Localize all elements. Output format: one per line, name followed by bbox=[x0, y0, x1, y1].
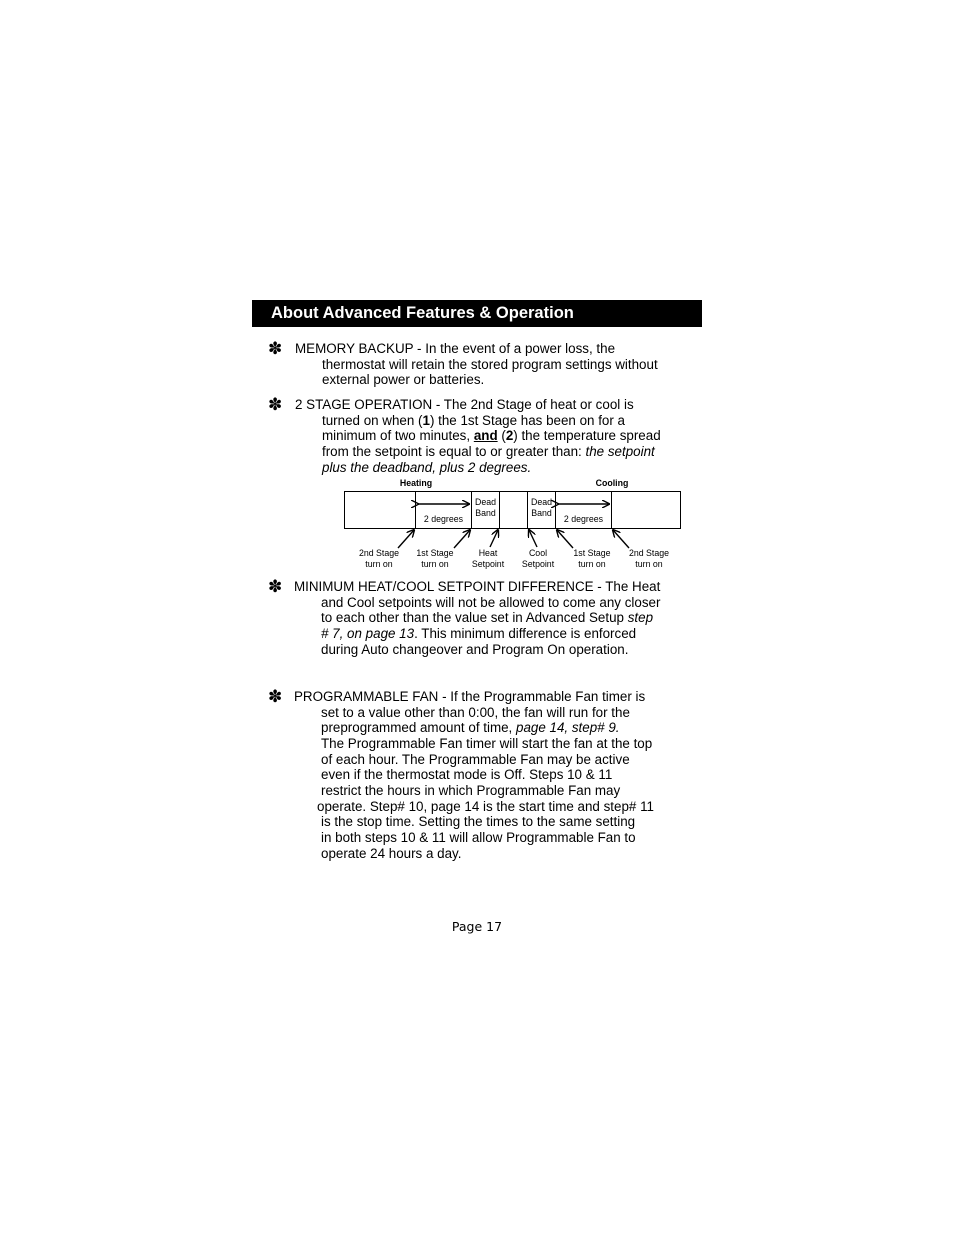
bullet-asterisk-icon: ✽ bbox=[268, 687, 283, 707]
fan-line-8: operate. Step# 10, page 14 is the start time and step# 11 bbox=[317, 799, 654, 814]
page-number: Page 17 bbox=[451, 919, 503, 934]
fan-line-6: even if the thermostat mode is Off. Steps 10 & 11 bbox=[321, 767, 613, 782]
memory-backup-line-2: thermostat will retain the stored program settings without bbox=[322, 357, 658, 372]
label-1st-stage-cool: 1st Stage turn on bbox=[573, 548, 611, 569]
fan-line-11: operate 24 hours a day. bbox=[321, 846, 462, 861]
stage2-line-5: plus the deadband, plus 2 degrees. bbox=[322, 460, 532, 475]
two-degrees-left: 2 degrees bbox=[423, 514, 464, 524]
minimum-line-5: during Auto changeover and Program On operation. bbox=[321, 642, 629, 657]
heating-label: Heating bbox=[399, 478, 433, 488]
minimum-line-4: # 7, on page 13. This minimum difference is enforced bbox=[321, 626, 637, 641]
bullet-asterisk-icon: ✽ bbox=[268, 395, 283, 415]
fan-line-5: of each hour. The Programmable Fan may be active bbox=[321, 752, 630, 767]
fan-line-10: in both steps 10 & 11 will allow Programmable Fan to bbox=[321, 830, 636, 845]
pointer-arrow-icon bbox=[398, 530, 414, 548]
dead-band-left: Dead Band bbox=[474, 497, 497, 518]
stage2-line-4: from the setpoint is equal to or greater than: the setpoint bbox=[322, 444, 655, 459]
label-2nd-stage-heat: 2nd Stage turn on bbox=[358, 548, 400, 569]
minimum-line-3: to each other than the value set in Advanced Setup step bbox=[321, 610, 654, 625]
pointer-arrow-icon bbox=[613, 530, 629, 548]
fan-line-3: preprogrammed amount of time, page 14, step# 9. bbox=[321, 720, 620, 735]
fan-line-9: is the stop time. Setting the times to the same setting bbox=[321, 814, 636, 829]
fan-line-2: set to a value other than 0:00, the fan will run for the bbox=[321, 705, 630, 720]
label-heat-setpoint: Heat Setpoint bbox=[471, 548, 505, 569]
minimum-line-1: MINIMUM HEAT/COOL SETPOINT DIFFERENCE - The Heat bbox=[294, 579, 661, 594]
stage2-line-2: turned on when (1) the 1st Stage has been on for a bbox=[322, 413, 625, 428]
pointer-arrow-icon bbox=[529, 530, 537, 547]
memory-backup-line-1: MEMORY BACKUP - In the event of a power loss, the bbox=[295, 341, 616, 356]
pointer-arrow-icon bbox=[490, 530, 498, 547]
dead-band-right: Dead Band bbox=[530, 497, 553, 518]
two-degrees-right: 2 degrees bbox=[563, 514, 604, 524]
pointer-arrow-icon bbox=[557, 530, 573, 548]
minimum-line-2: and Cool setpoints will not be allowed to come any closer bbox=[321, 595, 661, 610]
memory-backup-line-3: external power or batteries. bbox=[322, 372, 485, 387]
section-title: About Advanced Features & Operation bbox=[271, 304, 574, 322]
label-1st-stage-heat: 1st Stage turn on bbox=[416, 548, 454, 569]
bullet-asterisk-icon: ✽ bbox=[268, 577, 283, 597]
fan-line-4: The Programmable Fan timer will start the fan at the top bbox=[321, 736, 653, 751]
label-cool-setpoint: Cool Setpoint bbox=[521, 548, 555, 569]
bullet-asterisk-icon: ✽ bbox=[268, 339, 283, 359]
stage2-line-1: 2 STAGE OPERATION - The 2nd Stage of heat or cool is bbox=[295, 397, 634, 412]
cooling-label: Cooling bbox=[595, 478, 629, 488]
label-2nd-stage-cool: 2nd Stage turn on bbox=[628, 548, 670, 569]
fan-line-1: PROGRAMMABLE FAN - If the Programmable Fan timer is bbox=[294, 689, 646, 704]
diagram-outer-box bbox=[345, 492, 681, 529]
stage2-line-3: minimum of two minutes, and (2) the temperature spread bbox=[322, 428, 661, 443]
fan-line-7: restrict the hours in which Programmable Fan may bbox=[321, 783, 621, 798]
pointer-arrow-icon bbox=[454, 530, 470, 548]
